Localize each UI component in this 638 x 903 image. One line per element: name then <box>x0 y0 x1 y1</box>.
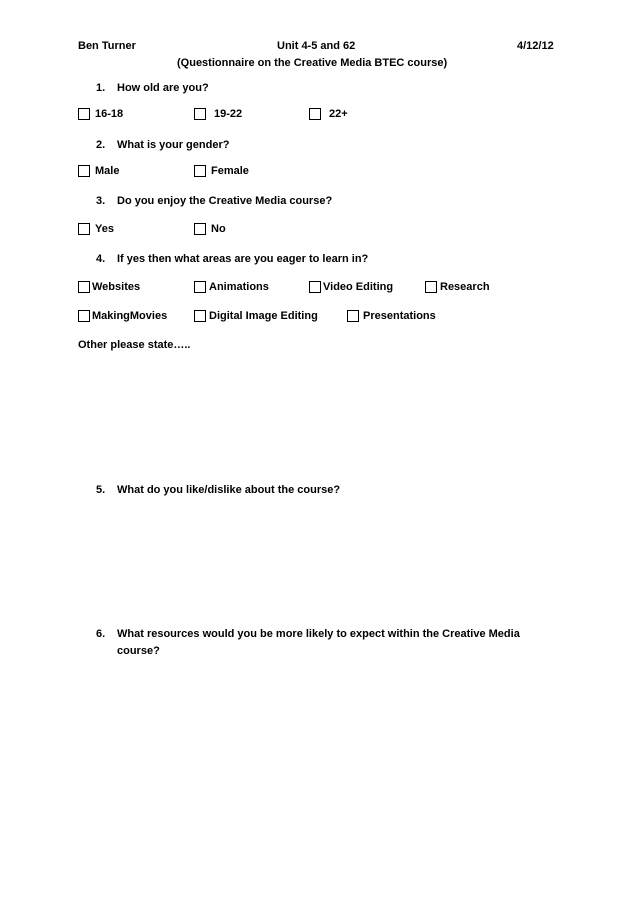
option-22-plus-label: 22+ <box>329 108 348 120</box>
question-4-text: If yes then what areas are you eager to learn in? <box>117 253 369 265</box>
option-female-label: Female <box>211 165 249 177</box>
question-5-text: What do you like/dislike about the course? <box>117 484 341 496</box>
option-yes-label: Yes <box>95 223 114 235</box>
checkbox-female[interactable] <box>194 165 206 177</box>
option-video-editing-label: Video Editing <box>323 281 394 293</box>
question-2-number: 2. <box>96 139 106 151</box>
option-no-label: No <box>211 223 226 235</box>
checkbox-presentations[interactable] <box>347 310 359 322</box>
question-6-text-line-1: What resources would you be more likely to expect within the Creative Media <box>117 628 520 640</box>
checkbox-no[interactable] <box>194 223 206 235</box>
checkbox-animations[interactable] <box>194 281 206 293</box>
option-presentations-label: Presentations <box>363 310 436 322</box>
checkbox-research[interactable] <box>425 281 437 293</box>
option-websites-label: Websites <box>92 281 141 293</box>
question-6-number: 6. <box>96 628 106 640</box>
checkbox-digital-image-editing[interactable] <box>194 310 206 322</box>
question-5-number: 5. <box>96 484 106 496</box>
checkbox-websites[interactable] <box>78 281 90 293</box>
question-1-text: How old are you? <box>117 82 209 94</box>
option-digital-image-editing-label: Digital Image Editing <box>209 310 318 322</box>
checkbox-22-plus[interactable] <box>309 108 321 120</box>
option-19-22-label: 19-22 <box>214 108 243 120</box>
unit-title: Unit 4-5 and 62 <box>277 40 356 52</box>
checkbox-male[interactable] <box>78 165 90 177</box>
page-subtitle: (Questionnaire on the Creative Media BTEC course) <box>177 57 448 69</box>
question-6-text-line-2: course? <box>117 645 160 657</box>
other-please-state: Other please state….. <box>78 339 191 351</box>
option-making-movies-label: MakingMovies <box>92 310 168 322</box>
checkbox-16-18[interactable] <box>78 108 90 120</box>
question-3-text: Do you enjoy the Creative Media course? <box>117 195 333 207</box>
option-16-18-label: 16-18 <box>95 108 124 120</box>
header-date: 4/12/12 <box>517 40 554 52</box>
option-research-label: Research <box>440 281 490 293</box>
checkbox-making-movies[interactable] <box>78 310 90 322</box>
question-4-number: 4. <box>96 253 106 265</box>
checkbox-19-22[interactable] <box>194 108 206 120</box>
option-animations-label: Animations <box>209 281 269 293</box>
option-male-label: Male <box>95 165 120 177</box>
question-3-number: 3. <box>96 195 106 207</box>
author-name: Ben Turner <box>78 40 136 52</box>
question-1-number: 1. <box>96 82 106 94</box>
checkbox-video-editing[interactable] <box>309 281 321 293</box>
checkbox-yes[interactable] <box>78 223 90 235</box>
question-2-text: What is your gender? <box>117 139 230 151</box>
